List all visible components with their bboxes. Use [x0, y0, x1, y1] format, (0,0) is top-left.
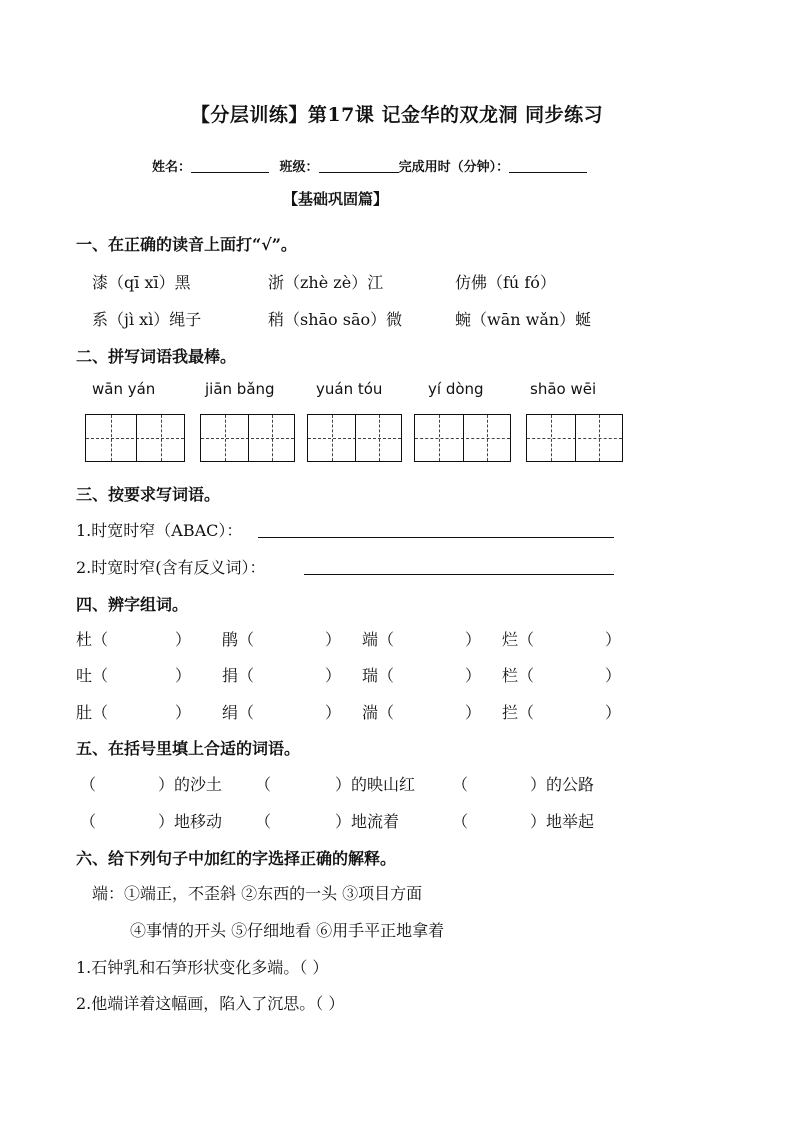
char-prompt: 绢（	[222, 703, 255, 722]
pinyin-prompt: jiān bǎng	[205, 380, 275, 398]
open-paren: （	[452, 812, 469, 831]
char-prompt: 杜（	[76, 630, 109, 649]
char-prompt: 栏（	[502, 666, 535, 685]
pronunciation-item[interactable]: 仿佛（fú fó）	[455, 273, 556, 292]
fill-phrase: ）的映山红	[335, 775, 416, 794]
char-prompt: 烂（	[502, 630, 535, 649]
close-paren: ）	[175, 703, 192, 722]
writing-grid[interactable]	[85, 414, 185, 462]
close-paren: ）	[325, 703, 342, 722]
question-text[interactable]: 2.他端详着这幅画，陷入了沉思。（ ）	[76, 994, 345, 1013]
writing-grid[interactable]	[414, 414, 511, 462]
section-5-heading: 五、在括号里填上合适的词语。	[76, 739, 301, 758]
char-prompt: 端（	[362, 630, 395, 649]
page-title: 【分层训练】第17课 记金华的双龙洞 同步练习	[190, 104, 604, 126]
fill-phrase: ）地流着	[335, 812, 400, 831]
student-info-line	[152, 156, 587, 175]
close-paren: ）	[465, 703, 482, 722]
answer-line[interactable]	[258, 537, 614, 538]
writing-grid[interactable]	[307, 414, 402, 462]
section-2-heading: 二、拼写词语我最棒。	[76, 347, 237, 366]
char-prompt: 吐（	[76, 666, 109, 685]
section-3-heading: 三、按要求写词语。	[76, 485, 221, 504]
close-paren: ）	[605, 703, 622, 722]
close-paren: ）	[175, 666, 192, 685]
fill-phrase: ）地移动	[158, 812, 223, 831]
pronunciation-item[interactable]: 漆（qī xī）黑	[92, 273, 191, 292]
open-paren: （	[452, 775, 469, 794]
fill-phrase: ）的沙土	[158, 775, 223, 794]
time-blank[interactable]	[509, 158, 587, 173]
close-paren: ）	[175, 630, 192, 649]
pinyin-prompt: wān yán	[92, 380, 156, 398]
char-prompt: 瑞（	[362, 666, 395, 685]
close-paren: ）	[325, 630, 342, 649]
pronunciation-item[interactable]: 浙（zhè zè）江	[268, 273, 384, 292]
pinyin-prompt: yí dòng	[428, 380, 484, 398]
close-paren: ）	[605, 630, 622, 649]
char-prompt: 鹃（	[222, 630, 255, 649]
char-prompt: 捐（	[222, 666, 255, 685]
definition-list: ④事情的开头 ⑤仔细地看 ⑥用手平正地拿着	[130, 921, 445, 940]
definition-list: 端：①端正，不歪斜 ②东西的一头 ③项目方面	[92, 884, 423, 903]
answer-line[interactable]	[304, 574, 614, 575]
fill-phrase: ）地举起	[530, 812, 595, 831]
section-1-heading: 一、在正确的读音上面打“√”。	[76, 235, 297, 254]
open-paren: （	[255, 775, 272, 794]
section-4-heading: 四、辨字组词。	[76, 595, 189, 614]
close-paren: ）	[605, 666, 622, 685]
char-prompt: 湍（	[362, 703, 395, 722]
time-label: 完成用时（分钟）：	[398, 160, 510, 175]
writing-grid[interactable]	[526, 414, 623, 462]
close-paren: ）	[325, 666, 342, 685]
section-6-heading: 六、给下列句子中加红的字选择正确的解释。	[76, 849, 397, 868]
pronunciation-item[interactable]: 稍（shāo sāo）微	[268, 310, 403, 329]
open-paren: （	[80, 775, 97, 794]
open-paren: （	[255, 812, 272, 831]
class-label: 班级：	[279, 160, 319, 175]
pinyin-prompt: yuán tóu	[316, 380, 383, 398]
question-text[interactable]: 1.石钟乳和石笋形状变化多端。（ ）	[76, 958, 329, 977]
question-text: 2.时宽时窄(含有反义词）：	[76, 558, 266, 577]
name-label: 姓名：	[152, 160, 192, 175]
close-paren: ）	[465, 630, 482, 649]
fill-phrase: ）的公路	[530, 775, 595, 794]
question-text: 1.时宽时窄（ABAC）：	[76, 521, 243, 540]
char-prompt: 肚（	[76, 703, 109, 722]
open-paren: （	[80, 812, 97, 831]
name-blank[interactable]	[191, 158, 269, 173]
char-prompt: 拦（	[502, 703, 535, 722]
pronunciation-item[interactable]: 蜿（wān wǎn）蜒	[455, 310, 592, 329]
class-blank[interactable]	[319, 158, 399, 173]
section-subheading: 【基础巩固篇】	[283, 190, 389, 208]
writing-grid[interactable]	[200, 414, 295, 462]
close-paren: ）	[465, 666, 482, 685]
pinyin-prompt: shāo wēi	[530, 380, 597, 398]
pronunciation-item[interactable]: 系（jì xì）绳子	[92, 310, 202, 329]
